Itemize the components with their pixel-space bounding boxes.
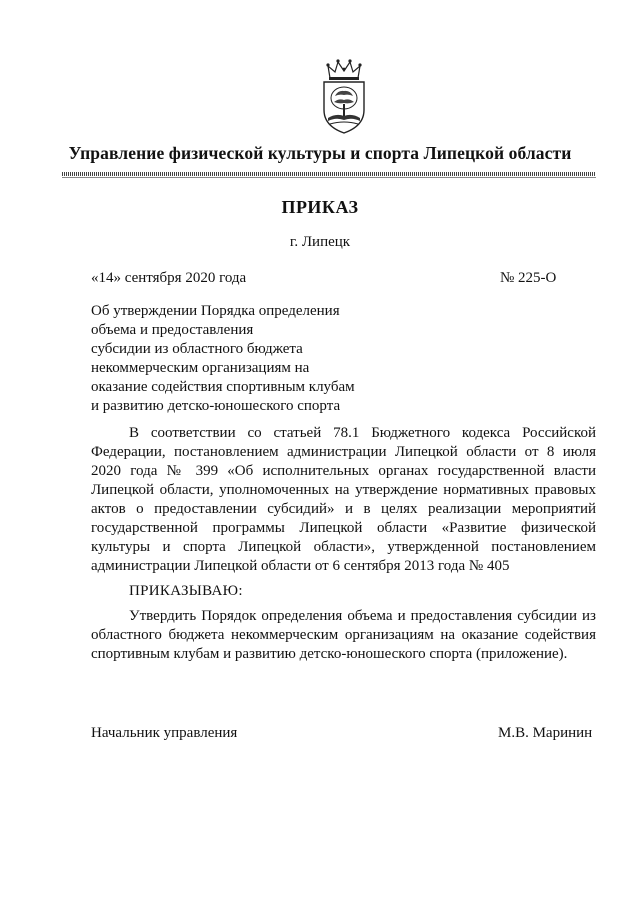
order-word: ПРИКАЗЫВАЮ: — [129, 583, 243, 599]
document-date: «14» сентября 2020 года — [91, 270, 247, 286]
document-preamble — [91, 424, 596, 576]
header-divider — [62, 172, 596, 176]
subject-line: объема и предоставления — [91, 322, 254, 338]
preamble-line: культуры и спорта Липецкой области», утвержденной постановлением — [91, 539, 596, 555]
preamble-line: актов о предоставлении субсидий» и в целях реализации мероприятий — [91, 501, 596, 517]
subject-line: некоммерческим организациям на — [91, 360, 310, 376]
preamble-line: Федерации, постановлением администрации Липецкой области от 8 июля — [91, 444, 596, 460]
header-divider-line — [62, 177, 596, 178]
directive-line: областного бюджета некоммерческим организациям на оказание содействия — [91, 627, 596, 643]
directive-line: спортивным клубам и развитию детско-юношеского спорта (приложение). — [91, 646, 568, 662]
directive-line: Утвердить Порядок определения объема и предоставления субсидии из — [129, 608, 596, 624]
preamble-line: В соответствии со статьей 78.1 Бюджетного кодекса Российской — [129, 425, 596, 441]
document-subject — [91, 302, 355, 416]
document-title: ПРИКАЗ — [281, 197, 359, 217]
preamble-line: государственной программы Липецкой области «Развитие физической — [91, 520, 596, 536]
coat-of-arms-icon — [316, 58, 372, 136]
subject-line: Об утверждении Порядка определения — [91, 303, 340, 319]
preamble-line: 2020 года № 399 «Об исполнительных органах государственной власти — [91, 463, 596, 479]
subject-line: субсидии из областного бюджета — [91, 341, 303, 357]
signature-title: Начальник управления — [91, 725, 238, 741]
preamble-line: администрации Липецкой области от 6 сентября 2013 года № 405 — [91, 558, 510, 574]
preamble-line: Липецкой области, уполномоченных на утверждение нормативных правовых — [91, 482, 596, 498]
organization-header: Управление физической культуры и спорта Липецкой области — [68, 143, 572, 163]
document-number: № 225-О — [500, 270, 557, 286]
subject-line: оказание содействия спортивным клубам — [91, 379, 355, 395]
document-directive — [91, 607, 596, 664]
subject-line: и развитию детско-юношеского спорта — [91, 398, 341, 414]
document-city: г. Липецк — [289, 234, 351, 250]
signature-name: М.В. Маринин — [498, 725, 593, 741]
